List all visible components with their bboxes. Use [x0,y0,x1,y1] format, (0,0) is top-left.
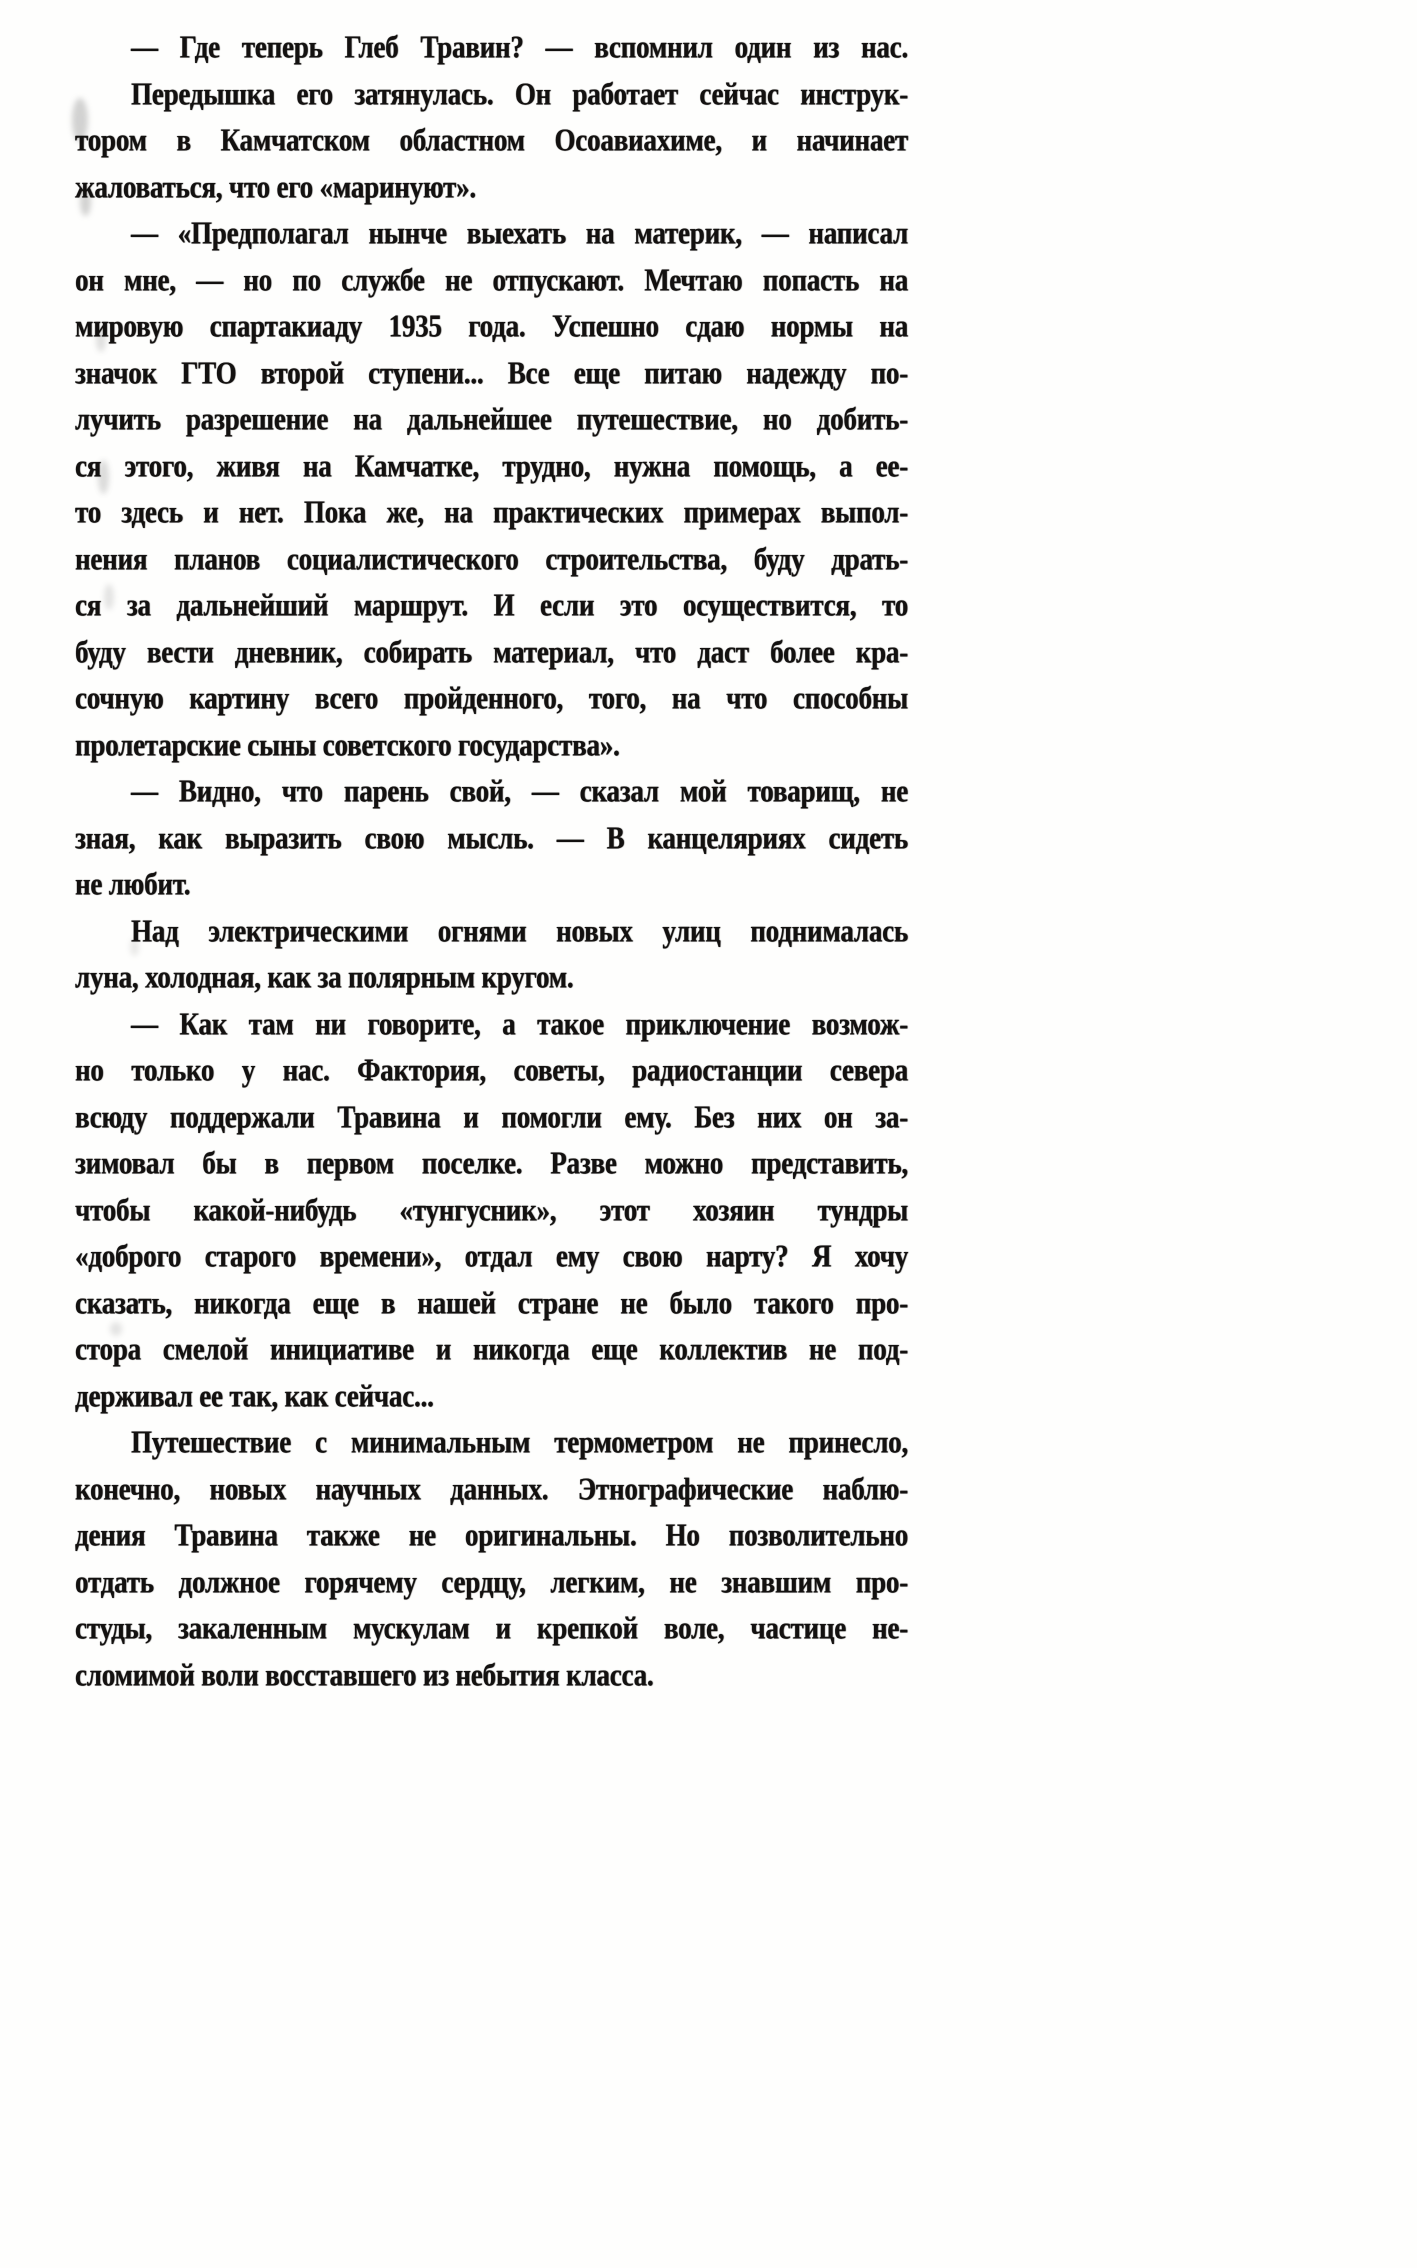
text-line: конечно, новых научных данных. Этнографические наблю- [75,1471,908,1506]
text-line: — Видно, что парень свой, — сказал мой товарищ, не [131,773,908,809]
text-line: пролетарские сыны советского государства». [75,727,620,762]
text-line: мировую спартакиаду 1935 года. Успешно сдаю нормы на [75,308,908,344]
paragraph [75,768,908,908]
paragraph [75,210,908,768]
text-line: сочную картину всего пройденного, того, на что способны [75,680,908,716]
text-line: сказать, никогда еще в нашей стране не было такого про- [75,1285,908,1320]
text-line: но только у нас. Фактория, советы, радиостанции севера [75,1052,908,1088]
text-line: отдать должное горячему сердцу, легким, не знавшим про- [75,1564,908,1599]
text-line: «доброго старого времени», отдал ему свою нарту? Я хочу [75,1238,908,1274]
text-line: значок ГТО второй ступени... Все еще питаю надежду по- [75,355,908,390]
text-line: ся за дальнейший маршрут. И если это осуществится, то [75,587,908,623]
text-line: держивал ее так, как сейчас... [75,1378,434,1413]
text-line: буду вести дневник, собирать материал, что даст более кра- [75,634,908,669]
text-line: нения планов социалистического строительства, буду драть- [75,541,908,576]
text-line: ся этого, живя на Камчатке, трудно, нужна помощь, а ее- [75,448,908,483]
text-line: Над электрическими огнями новых улиц поднималась [131,913,908,948]
text-line: — «Предполагал нынче выехать на материк, — написал [131,215,908,251]
text-line: — Где теперь Глеб Травин? — вспомнил один из нас. [131,29,908,65]
paragraph [75,24,908,71]
text-line: сломимой воли восставшего из небытия класса. [75,1657,654,1692]
text-line: луна, холодная, как за полярным кругом. [75,959,574,995]
paragraph [75,1001,908,1420]
paragraph [75,1419,908,1698]
paragraph [75,71,908,211]
text-line: зимовал бы в первом поселке. Разве можно представить, [75,1145,908,1181]
text-line: Путешествие с минимальным термометром не принесло, [131,1424,908,1460]
text-column [75,24,908,1698]
text-line: зная, как выразить свою мысль. — В канцеляриях сидеть [75,820,908,855]
text-line: Передышка его затянулась. Он работает сейчас инструк- [131,76,908,111]
text-line: — Как там ни говорите, а такое приключение возмож- [131,1006,908,1041]
text-line: он мне, — но по службе не отпускают. Мечтаю попасть на [75,262,908,297]
text-line: не любит. [75,866,191,902]
text-line: чтобы какой-нибудь «тунгусник», этот хозяин тундры [75,1192,908,1227]
text-line: студы, закаленным мускулам и крепкой воле, частице не- [75,1610,908,1646]
text-line: жаловаться, что его «маринуют». [75,169,476,204]
paragraph [75,908,908,1001]
text-line: всюду поддержали Травина и помогли ему. Без них он за- [75,1099,908,1134]
text-line: стора смелой инициативе и никогда еще коллектив не под- [75,1331,908,1367]
text-line: лучить разрешение на дальнейшее путешествие, но добить- [75,401,908,437]
text-line: дения Травина также не оригинальны. Но позволительно [75,1517,908,1553]
text-line: тором в Камчатском областном Осоавиахиме, и начинает [75,122,908,158]
text-line: то здесь и нет. Пока же, на практических примерах выпол- [75,494,908,530]
